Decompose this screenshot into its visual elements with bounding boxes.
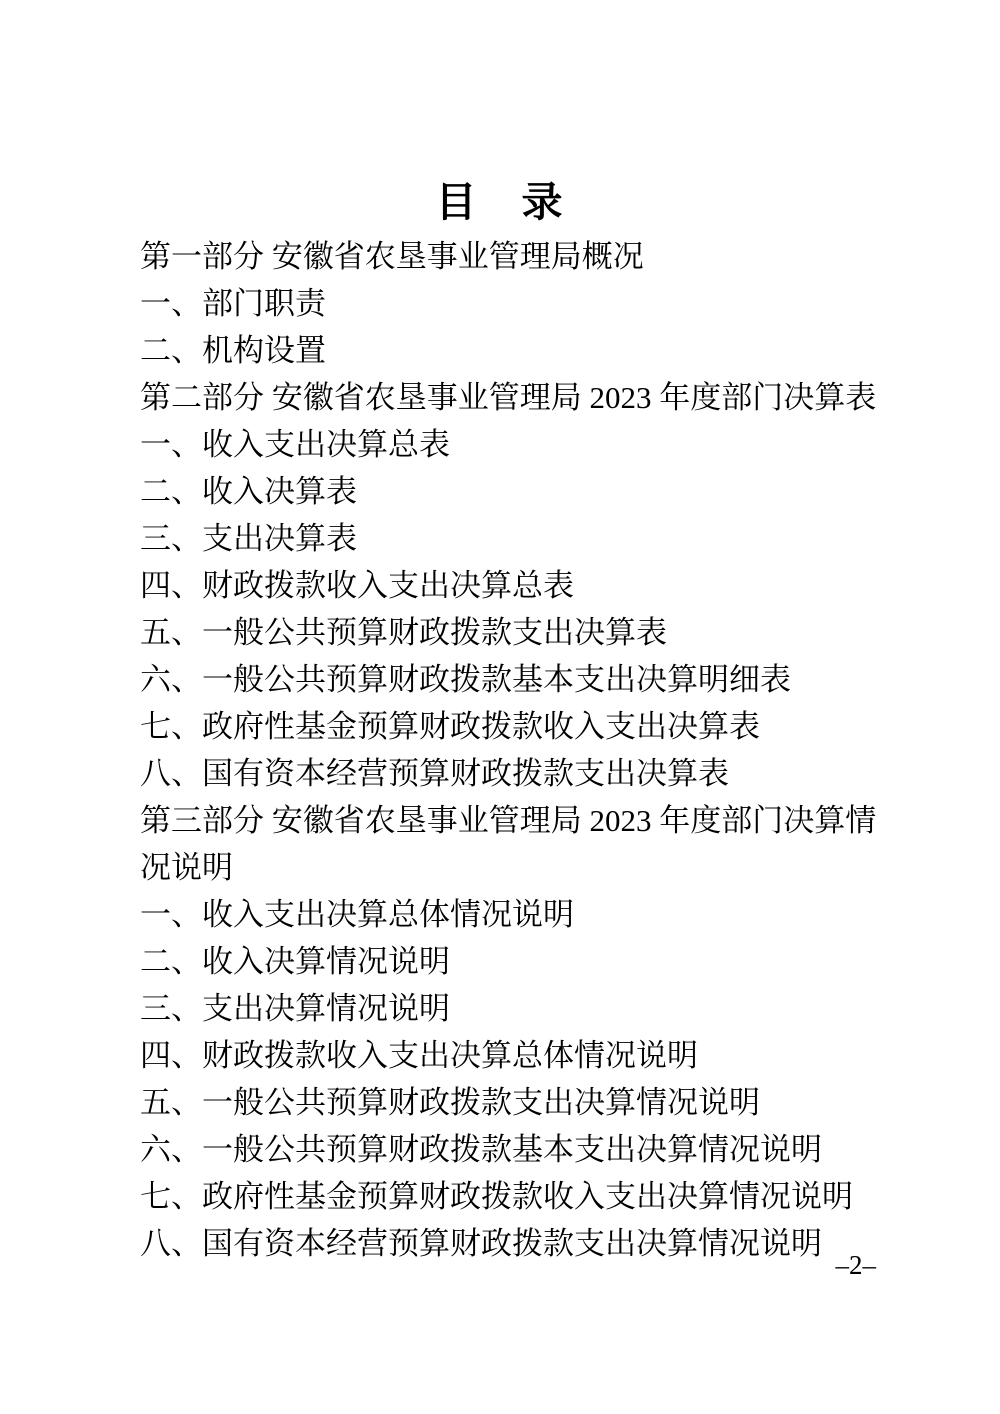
table-of-contents [140,233,880,1267]
toc-section-heading: 第三部分 安徽省农垦事业管理局 2023 年度部门决算情 [140,803,877,838]
toc-entry: 七、政府性基金预算财政拨款收入支出决算情况说明 [140,1179,853,1214]
toc-entry: 三、支出决算表 [140,521,357,556]
toc-entry: 五、一般公共预算财政拨款支出决算表 [140,615,667,650]
toc-entry: 六、一般公共预算财政拨款基本支出决算情况说明 [140,1132,822,1167]
toc-entry: 二、收入决算情况说明 [140,944,450,979]
toc-entry: 五、一般公共预算财政拨款支出决算情况说明 [140,1085,760,1120]
toc-section-heading-continuation: 况说明 [140,850,233,885]
toc-entry: 一、收入支出决算总体情况说明 [140,897,574,932]
toc-entry: 四、财政拨款收入支出决算总体情况说明 [140,1038,698,1073]
toc-entry: 八、国有资本经营预算财政拨款支出决算情况说明 [140,1226,822,1261]
toc-section-heading: 第一部分 安徽省农垦事业管理局概况 [140,239,644,274]
toc-entry: 二、机构设置 [140,333,326,368]
toc-entry: 三、支出决算情况说明 [140,991,450,1026]
page-title: 目 录 [435,179,565,225]
toc-entry: 二、收入决算表 [140,474,357,509]
toc-entry: 一、收入支出决算总表 [140,427,450,462]
page-number: –2– [835,1250,876,1280]
toc-entry: 七、政府性基金预算财政拨款收入支出决算表 [140,709,760,744]
toc-entry: 四、财政拨款收入支出决算总表 [140,568,574,603]
toc-section-heading: 第二部分 安徽省农垦事业管理局 2023 年度部门决算表 [140,380,877,415]
toc-entry: 一、部门职责 [140,286,326,321]
toc-entry: 六、一般公共预算财政拨款基本支出决算明细表 [140,662,791,697]
toc-entry: 八、国有资本经营预算财政拨款支出决算表 [140,756,729,791]
